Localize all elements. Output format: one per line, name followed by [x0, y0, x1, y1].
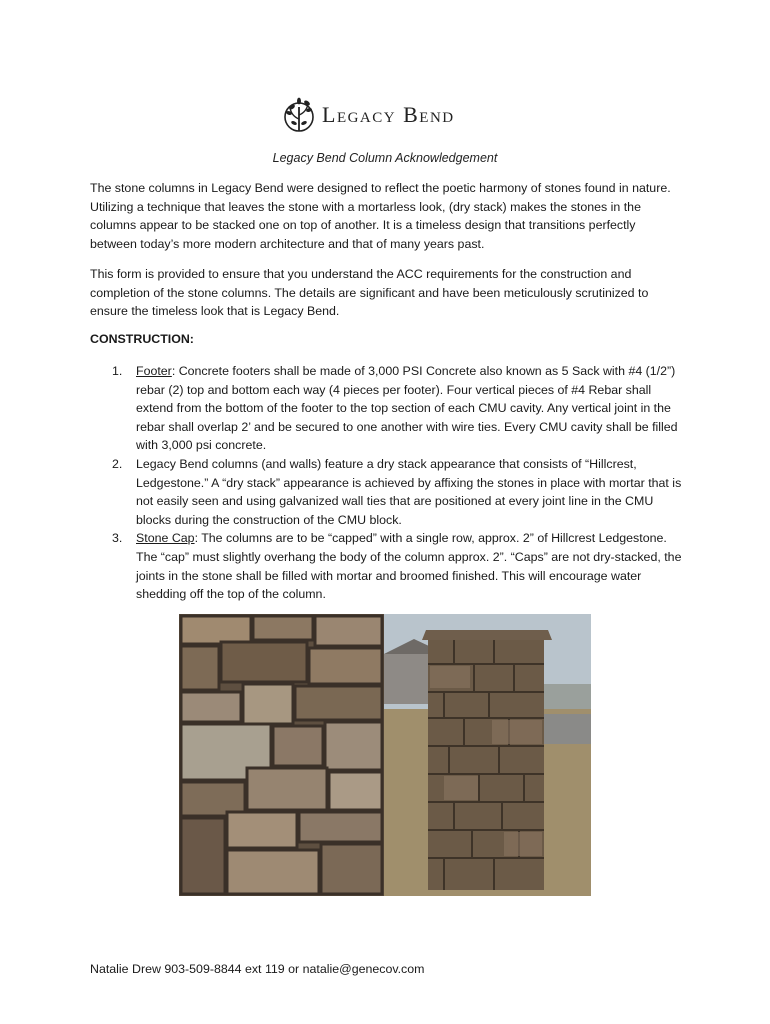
list-number: 2.	[112, 456, 123, 471]
intro-paragraph: The stone columns in Legacy Bend were designed to reflect the poetic harmony of stones found in nature. Utilizing a technique that leaves the stone with a mortarless look, (dry stack) makes the stones in the columns appear to be stacked one on top of another. It is a timeless design that transitions perfectly between today’s more modern architecture and that of many years past.	[90, 181, 671, 251]
construction-list	[90, 362, 685, 604]
list-text: : Concrete footers shall be made of 3,000 PSI Concrete also known as 5 Sack with #4 (1/2”) rebar (2) top and bottom each way (4 pieces per footer). Four vertical pieces of #4 Rebar shall extend from the bottom of the footer to the top section of each CMU cavity. Any vertical joint in the rebar shall overlap 2’ and be secured to one another with wire ties. Every CMU cavity shall be filled with 3,000 psi concrete.	[136, 364, 678, 453]
stone-column-photos	[179, 614, 591, 896]
list-item	[90, 455, 685, 529]
list-item	[90, 362, 685, 455]
construction-heading: CONSTRUCTION:	[90, 332, 194, 346]
list-text: : The columns are to be “capped” with a single row, approx. 2” of Hillcrest Ledgestone. The “cap” must slightly overhang the body of the column approx. 2”. “Caps” are not dry-stacked, the joints in the stone shall be filled with mortar and broomed finished. This will encourage water shedding off the top of the column.	[136, 531, 682, 602]
list-item	[90, 529, 685, 603]
list-text: Legacy Bend columns (and walls) feature a dry stack appearance that consists of “Hillcrest, Ledgestone.” A “dry stack” appearance is achieved by affixing the stones in place with mortar that is not easily seen and using galvanized wall ties that are positioned at every joint line in the CMU blocks during the construction of the CMU block.	[136, 456, 682, 527]
brand-logo	[282, 94, 494, 136]
stone-column-photo	[384, 614, 591, 896]
purpose-paragraph: This form is provided to ensure that you understand the ACC requirements for the construction and completion of the stone columns. The details are significant and have been meticulously scrutinized to ensure the timeless look that is Legacy Bend.	[90, 267, 649, 319]
list-number: 1.	[112, 364, 123, 378]
contact-footer: Natalie Drew 903-509-8844 ext 119 or natalie@genecov.com	[90, 962, 425, 976]
stone-wall-closeup-photo	[179, 614, 384, 896]
list-number: 3.	[112, 531, 123, 546]
list-term: Footer	[136, 364, 172, 378]
list-term: Stone Cap	[136, 531, 195, 546]
tree-logo-icon	[282, 95, 316, 135]
document-title: Legacy Bend Column Acknowledgement	[272, 151, 498, 165]
brand-name: Legacy Bend	[322, 102, 455, 127]
